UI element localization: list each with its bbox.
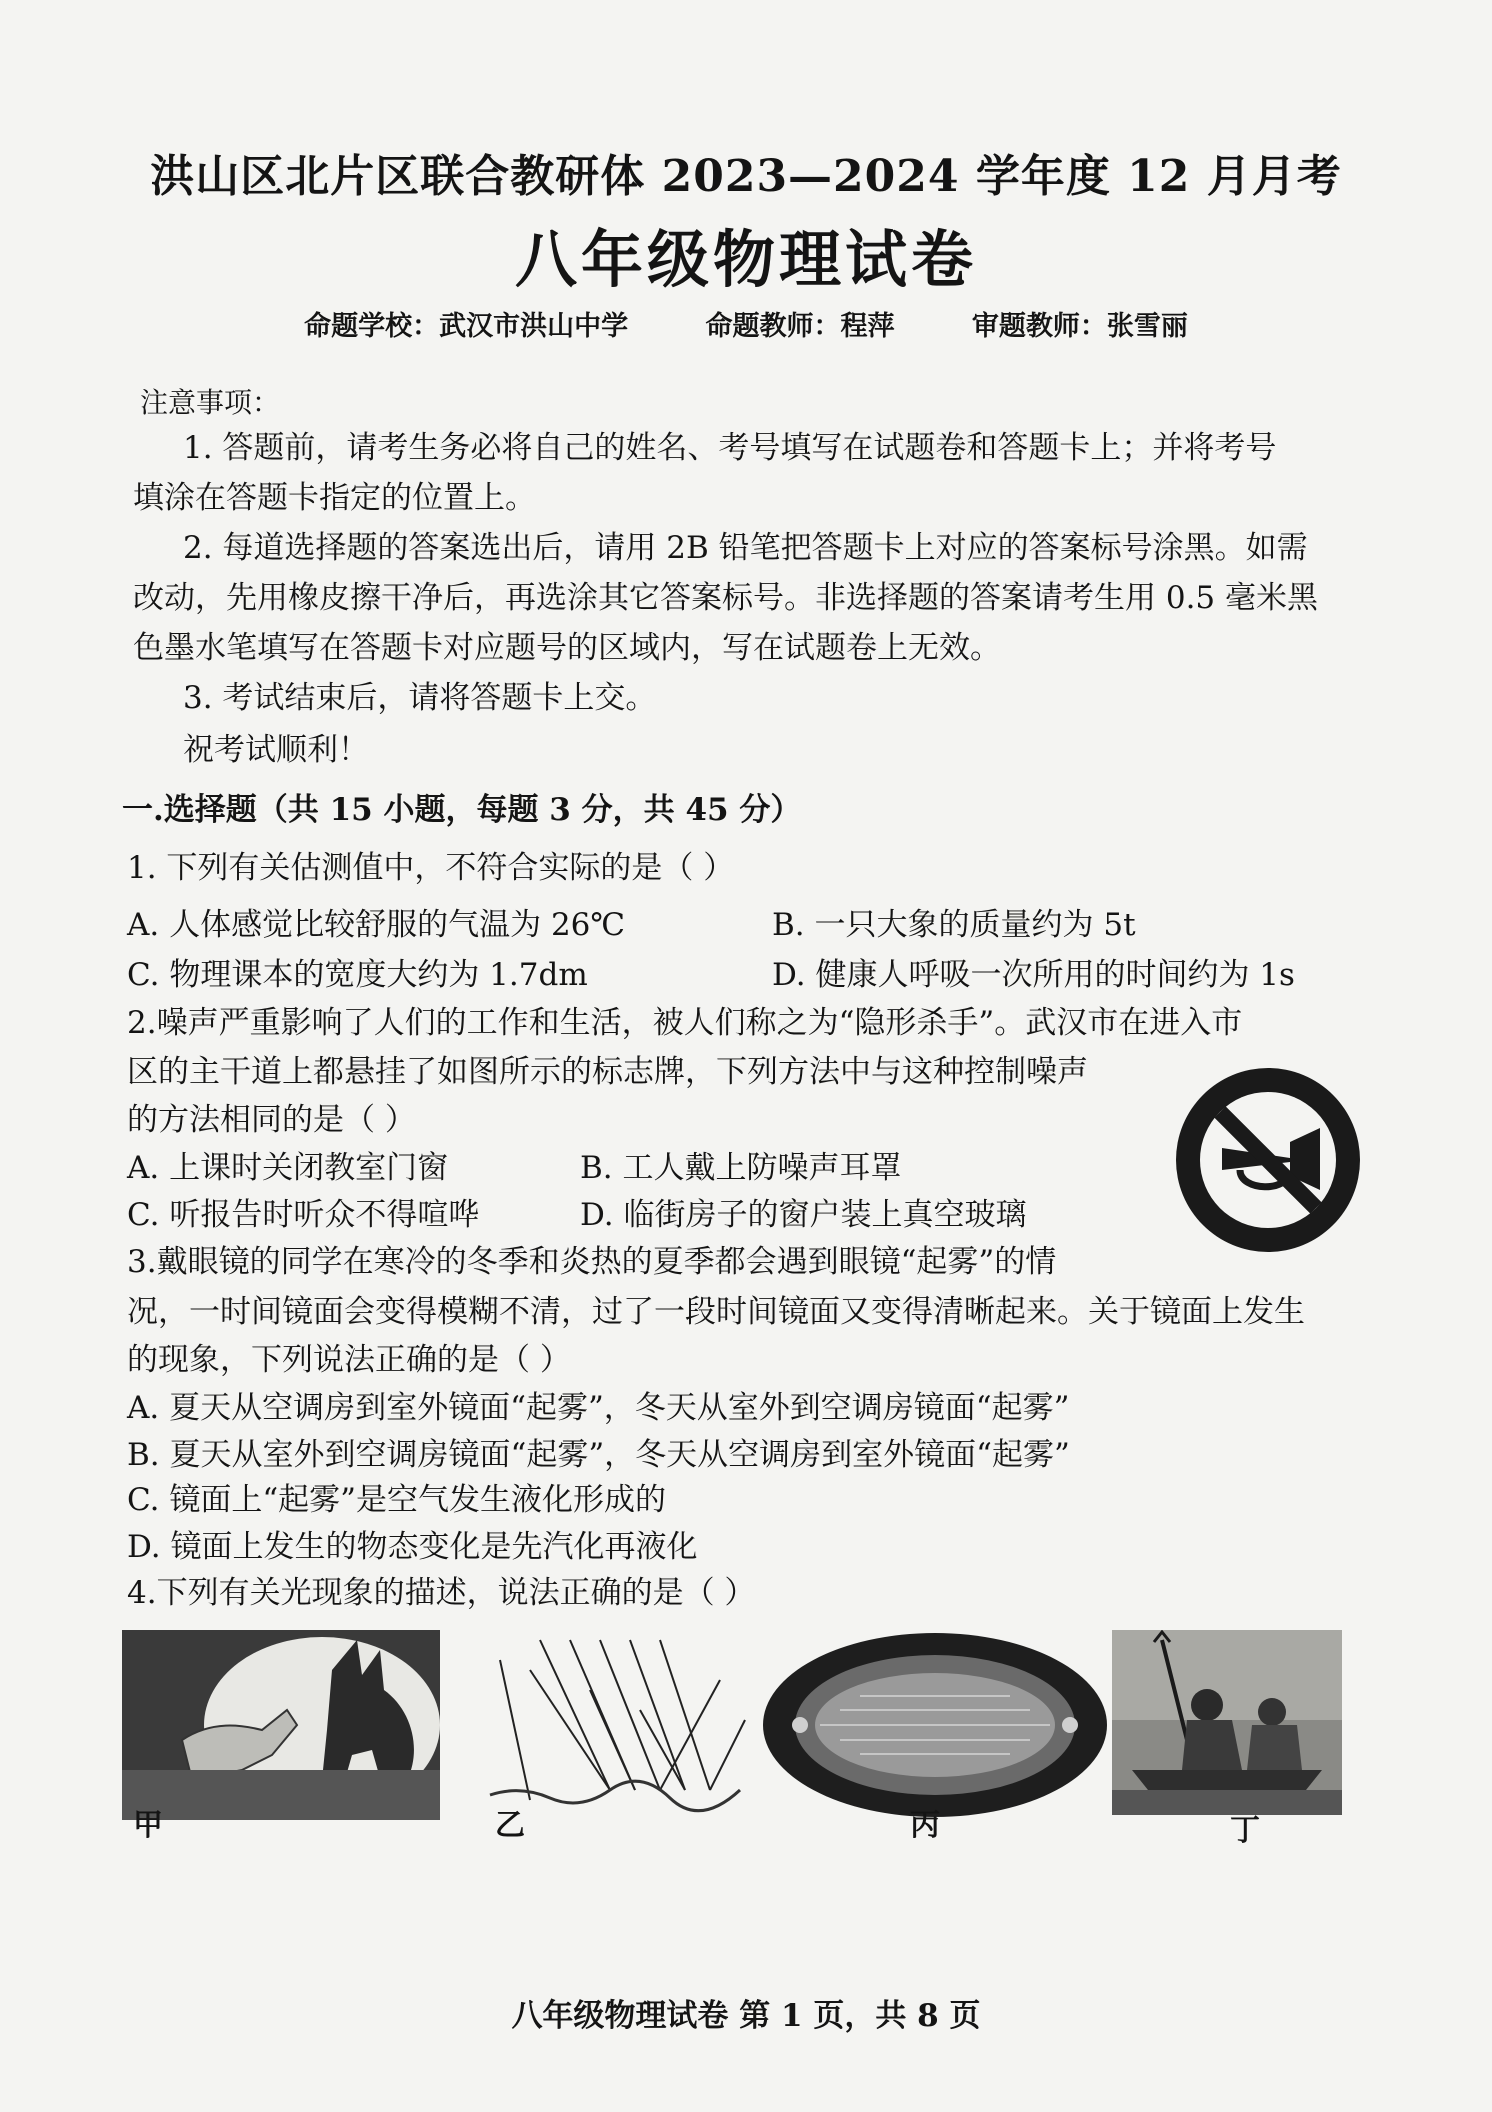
q1-option-d: D. 健康人呼吸一次所用的时间约为 1s bbox=[772, 957, 1295, 993]
q2-stem-line2: 区的主干道上都悬挂了如图所示的标志牌，下列方法中与这种控制噪声 bbox=[127, 1054, 1088, 1090]
section-heading: 一.选择题（共 15 小题，每题 3 分，共 45 分） bbox=[122, 792, 802, 828]
q3-option-b: B. 夏天从室外到空调房镜面“起雾”，冬天从空调房到室外镜面“起雾” bbox=[127, 1437, 1070, 1473]
notice-heading: 注意事项： bbox=[140, 386, 281, 419]
q3-option-c: C. 镜面上“起雾”是空气发生液化形成的 bbox=[127, 1482, 667, 1518]
reviewer-teacher: 审题教师：张雪丽 bbox=[971, 311, 1188, 342]
q1-stem: 1. 下列有关估测值中，不符合实际的是（ ） bbox=[127, 850, 735, 886]
q2-stem-line1: 2.噪声严重影响了人们的工作和生活，被人们称之为“隐形杀手”。武汉市在进入市 bbox=[127, 1005, 1243, 1041]
q3-option-a: A. 夏天从空调房到室外镜面“起雾”，冬天从室外到空调房镜面“起雾” bbox=[127, 1390, 1070, 1426]
notice-item-2-cont1: 改动，先用橡皮擦干净后，再选涂其它答案标号。非选择题的答案请考生用 0.5 毫米黑 bbox=[133, 580, 1319, 616]
figure-label-bing: 丙 bbox=[910, 1808, 940, 1843]
q2-option-d: D. 临街房子的窗户装上真空玻璃 bbox=[580, 1197, 1027, 1233]
figure-label-yi: 乙 bbox=[495, 1808, 525, 1843]
q2-option-b: B. 工人戴上防噪声耳罩 bbox=[580, 1150, 902, 1186]
q3-option-d: D. 镜面上发生的物态变化是先汽化再液化 bbox=[127, 1529, 698, 1565]
hand-shadow-figure bbox=[122, 1630, 440, 1820]
q1-option-a: A. 人体感觉比较舒服的气温为 26℃ bbox=[127, 907, 626, 943]
page-footer: 八年级物理试卷 第 1 页，共 8 页 bbox=[511, 1998, 981, 2034]
no-horn-sign-icon bbox=[1170, 1062, 1366, 1258]
diffuse-reflection-figure bbox=[470, 1630, 750, 1820]
q1-option-c: C. 物理课本的宽度大约为 1.7dm bbox=[127, 957, 588, 993]
q3-stem-line1: 3.戴眼镜的同学在寒冷的冬季和炎热的夏季都会遇到眼镜“起雾”的情 bbox=[127, 1244, 1057, 1280]
notice-wish: 祝考试顺利！ bbox=[183, 732, 369, 768]
lens-figure bbox=[760, 1630, 1110, 1820]
q1-option-b: B. 一只大象的质量约为 5t bbox=[772, 907, 1136, 943]
setter-teacher: 命题教师：程萍 bbox=[705, 311, 895, 342]
q2-option-a: A. 上课时关闭教室门窗 bbox=[127, 1150, 449, 1186]
figure-label-jia: 甲 bbox=[133, 1808, 163, 1843]
q2-option-c: C. 听报告时听众不得喧哗 bbox=[127, 1197, 480, 1233]
figure-label-ding: 丁 bbox=[1230, 1813, 1260, 1848]
spearfishing-figure bbox=[1112, 1630, 1342, 1815]
setter-school: 命题学校：武汉市洪山中学 bbox=[304, 311, 629, 342]
notice-item-3: 3. 考试结束后，请将答题卡上交。 bbox=[183, 680, 657, 716]
q2-stem-line3: 的方法相同的是（ ） bbox=[127, 1102, 416, 1138]
q3-stem-line2: 况，一时间镜面会变得模糊不清，过了一段时间镜面又变得清晰起来。关于镜面上发生 bbox=[127, 1294, 1305, 1330]
notice-item-2-cont2: 色墨水笔填写在答题卡对应题号的区域内，写在试题卷上无效。 bbox=[133, 630, 1001, 666]
notice-item-1-cont: 填涂在答题卡指定的位置上。 bbox=[133, 480, 536, 516]
exam-title: 八年级物理试卷 bbox=[514, 223, 977, 296]
q4-stem: 4.下列有关光现象的描述，说法正确的是（ ） bbox=[127, 1575, 756, 1611]
exam-series-title: 洪山区北片区联合教研体 2023—2024 学年度 12 月月考 bbox=[150, 151, 1342, 202]
notice-item-1: 1. 答题前，请考生务必将自己的姓名、考号填写在试题卷和答题卡上；并将考号 bbox=[183, 430, 1277, 466]
q3-stem-line3: 的现象，下列说法正确的是（ ） bbox=[127, 1342, 571, 1378]
authorship-line bbox=[0, 304, 1492, 343]
notice-item-2: 2. 每道选择题的答案选出后，请用 2B 铅笔把答题卡上对应的答案标号涂黑。如需 bbox=[183, 530, 1308, 566]
